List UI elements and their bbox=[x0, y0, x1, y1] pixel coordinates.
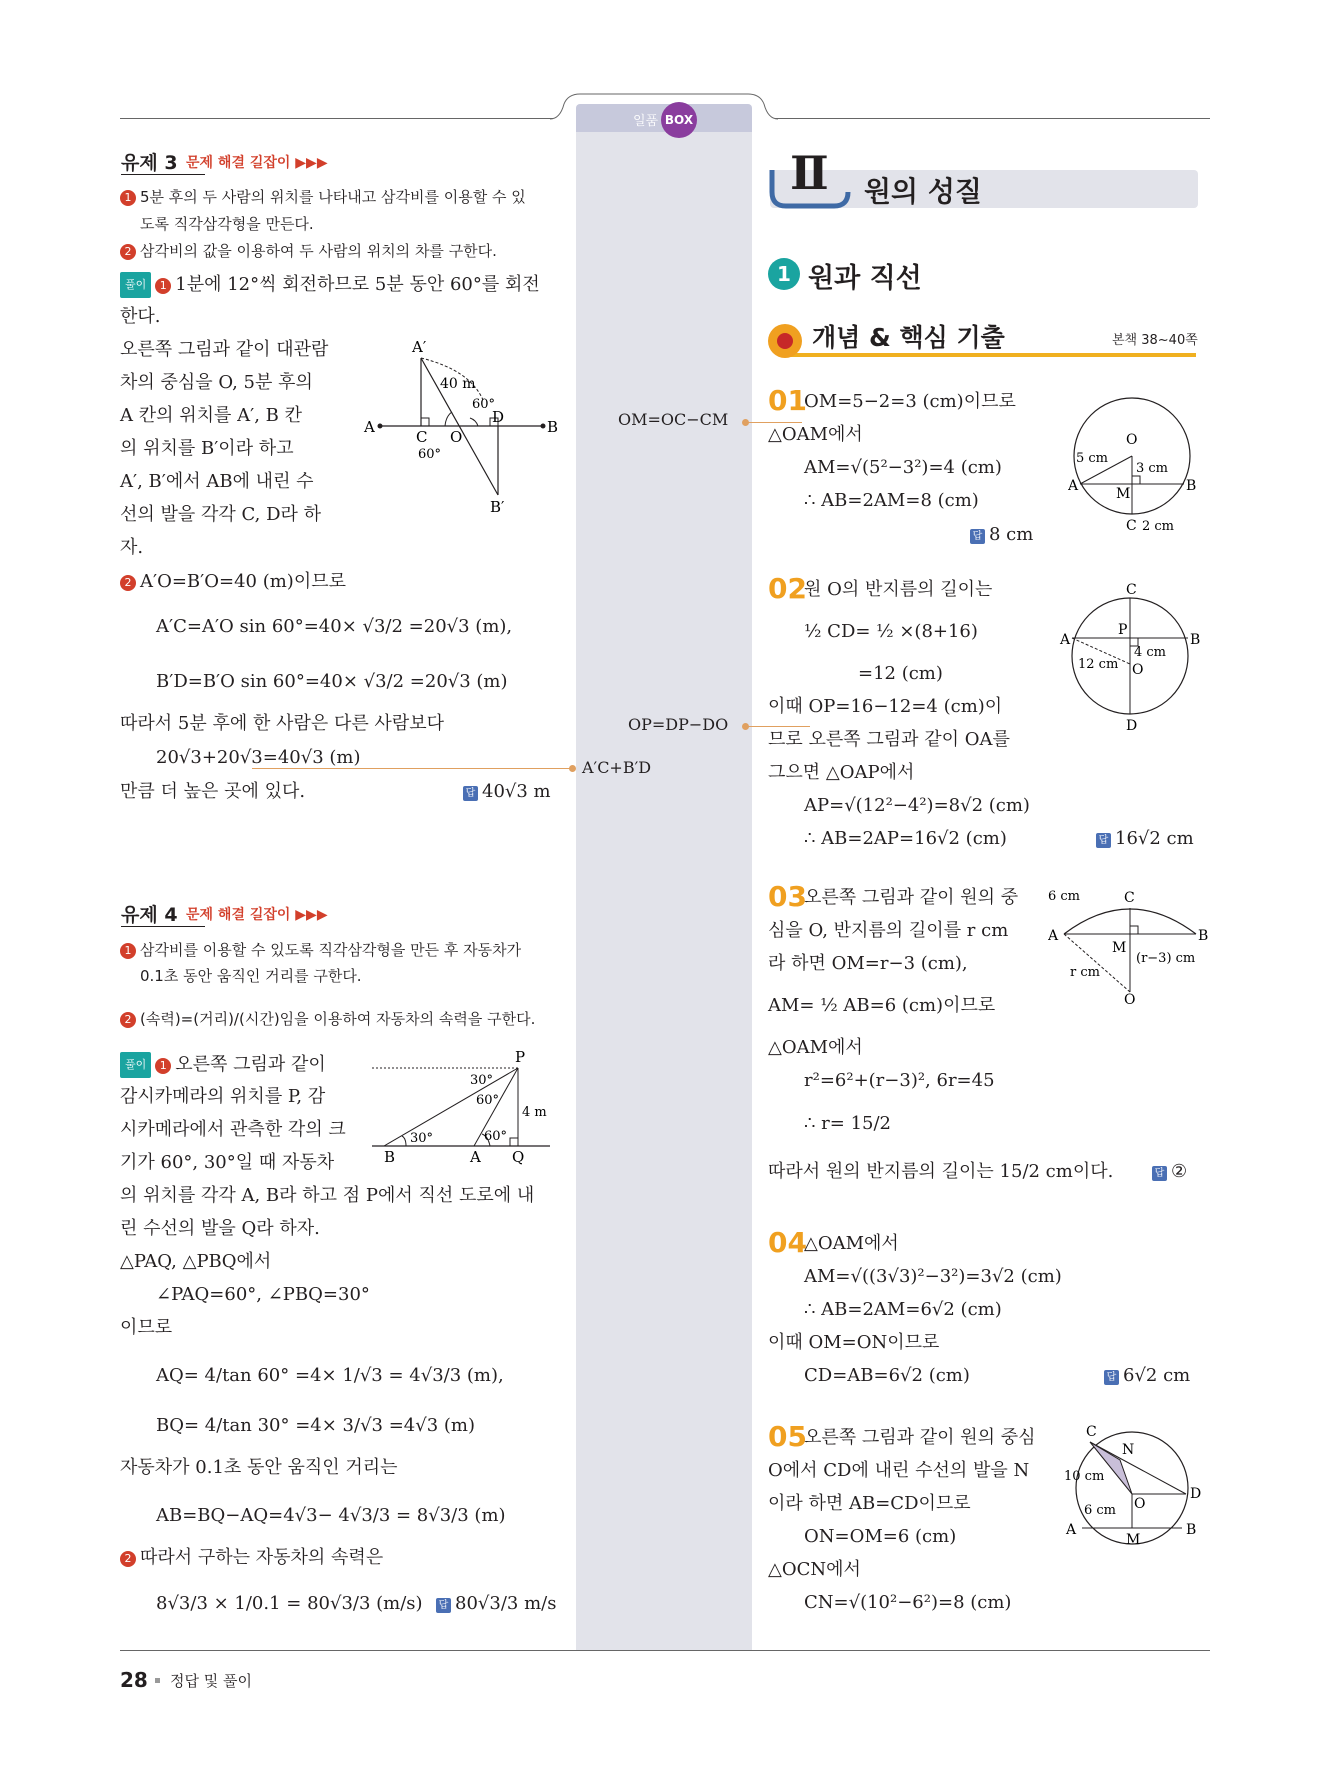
bottom-rule bbox=[120, 1650, 1210, 1651]
fig01-label-2cm: 2 cm bbox=[1142, 519, 1175, 532]
t4-line-10: BQ= 4/tan 30° =4× 3/√3 =4√3 (m) bbox=[156, 1415, 475, 1436]
t4-line-9: AQ= 4/tan 60° =4× 1/√3 = 4√3/3 (m), bbox=[156, 1365, 504, 1386]
q03-line-4: △OAM에서 bbox=[768, 1037, 863, 1058]
t4-step-2: 2 (속력)=(거리)/(시간)임을 이용하여 자동차의 속력을 구한다. bbox=[120, 1008, 535, 1030]
fig05-label-N: N bbox=[1122, 1442, 1135, 1458]
q03-answer-text: ② bbox=[1171, 1161, 1188, 1182]
t3-answer: 답 40√3 m bbox=[463, 780, 551, 804]
q02-line-0: 원 O의 반지름의 길이는 bbox=[804, 579, 993, 600]
box-badge: BOX bbox=[661, 102, 697, 138]
q03-line-3: AM= ½ AB=6 (cm)이므로 bbox=[768, 995, 996, 1016]
t3-line-6: A′, B′에서 AB에 내린 수 bbox=[120, 471, 314, 492]
fig03-label-A: A bbox=[1048, 928, 1059, 944]
fig03-label-B: B bbox=[1198, 928, 1208, 944]
q03-line-1: 심을 O, 반지름의 길이를 r cm bbox=[768, 920, 1009, 941]
fig3-label-B-prime: B′ bbox=[490, 498, 505, 516]
fig05-label-M: M bbox=[1126, 1532, 1141, 1548]
q04-line-2: ∴ AB=2AM=6√2 (cm) bbox=[804, 1299, 1002, 1320]
t4-answer: 답 80√3/3 m/s bbox=[436, 1592, 556, 1616]
figure-q03 bbox=[1048, 886, 1208, 1006]
section-number: 1 bbox=[768, 258, 800, 290]
t4-answer-text: 80√3/3 m/s bbox=[455, 1593, 557, 1614]
t4-line-13-text: 따라서 구하는 자동차의 속력은 bbox=[140, 1547, 384, 1568]
t4-step-1: 1 삼각비를 이용할 수 있도록 직각삼각형을 만든 후 자동차가 bbox=[120, 939, 521, 961]
fig3-label-60-top: 60° bbox=[472, 397, 496, 412]
figure-camera bbox=[370, 1050, 560, 1165]
fig03-label-r: r cm bbox=[1070, 965, 1100, 980]
t4-step-1-text: 삼각비를 이용할 수 있도록 직각삼각형을 만든 후 자동차가 bbox=[140, 941, 522, 959]
t4-step-1b: 0.1초 동안 움직인 거리를 구한다. bbox=[140, 967, 362, 985]
t3-line-9-text: A′O=B′O=40 (m)이므로 bbox=[140, 571, 346, 592]
q02-answer-text: 16√2 cm bbox=[1115, 828, 1194, 849]
fig01-label-A: A bbox=[1068, 478, 1079, 494]
t3-line-7: 선의 발을 각각 C, D라 하 bbox=[120, 504, 321, 525]
t4-title bbox=[121, 900, 178, 927]
q04-line-1: AM=√((3√3)²−3²)=3√2 (cm) bbox=[804, 1266, 1062, 1287]
mid-note-2: A′C+B′D bbox=[582, 758, 652, 777]
t3-line-8: 자. bbox=[120, 537, 144, 558]
t4-line-12: AB=BQ−AQ=4√3− 4√3/3 = 8√3/3 (m) bbox=[156, 1505, 506, 1526]
q02-line-3: 이때 OP=16−12=4 (cm)이 bbox=[768, 696, 1003, 717]
t3-line-4: A 칸의 위치를 A′, B 칸 bbox=[120, 405, 302, 426]
figure-q02 bbox=[1052, 582, 1202, 732]
t3-sol-badge: 풀이 bbox=[120, 272, 151, 298]
t4-line-6: △PAQ, △PBQ에서 bbox=[120, 1251, 272, 1272]
t3-line-0-text: 1분에 12°씩 회전하므로 5분 동안 60°를 회전 bbox=[175, 274, 540, 295]
t3-title bbox=[121, 148, 178, 175]
fig01-label-C: C bbox=[1126, 518, 1137, 532]
t3-line-1: 한다. bbox=[120, 306, 161, 327]
t4-line-3: 기가 60°, 30°일 때 자동차 bbox=[120, 1152, 335, 1173]
fig4-label-B: B bbox=[384, 1148, 396, 1165]
fig4-label-4m: 4 m bbox=[522, 1105, 547, 1120]
t3-step-2: 2 삼각비의 값을 이용하여 두 사람의 위치의 차를 구한다. bbox=[120, 240, 497, 262]
q02-line-1: ½ CD= ½ ×(8+16) bbox=[804, 621, 978, 642]
t4-underline bbox=[121, 926, 205, 927]
q01-line-3: ∴ AB=2AM=8 (cm) bbox=[804, 490, 979, 511]
t3-title-text: 유제 3 bbox=[121, 152, 178, 174]
q05-line-5: CN=√(10²−6²)=8 (cm) bbox=[804, 1592, 1012, 1613]
t4-line-13: 2 따라서 구하는 자동차의 속력은 bbox=[120, 1546, 383, 1570]
fig3-label-A-prime: A′ bbox=[412, 340, 427, 356]
t4-guide: 문제 해결 길잡이 ▶▶▶ bbox=[186, 907, 328, 923]
section-title: 원과 직선 bbox=[808, 263, 922, 294]
q03-line-5: r²=6²+(r−3)², 6r=45 bbox=[804, 1070, 995, 1091]
t3-line-10: A′C=A′O sin 60°=40× √3/2 =20√3 (m), bbox=[156, 616, 513, 637]
q03-line-7: 따라서 원의 반지름의 길이는 15/2 cm이다. bbox=[768, 1161, 1114, 1182]
q01-number: 01 bbox=[768, 384, 807, 417]
fig03-label-O: O bbox=[1124, 992, 1136, 1006]
chapter-number: Ⅱ bbox=[790, 146, 829, 200]
fig4-label-60-bot: 60° bbox=[484, 1129, 508, 1144]
fig02-label-A: A bbox=[1060, 632, 1071, 648]
mid-dot-2 bbox=[569, 765, 576, 772]
t4-line-11: 자동차가 0.1초 동안 움직인 거리는 bbox=[120, 1457, 398, 1478]
fig3-label-C: C bbox=[416, 428, 428, 446]
fig4-label-Q: Q bbox=[512, 1148, 525, 1165]
figure-ferris-wheel bbox=[360, 340, 560, 520]
fig3-label-40m: 40 m bbox=[440, 376, 476, 392]
q04-number: 04 bbox=[768, 1226, 807, 1259]
figure-q01 bbox=[1068, 392, 1198, 532]
q02-line-5: 그으면 △OAP에서 bbox=[768, 762, 915, 783]
t3-line-0: 풀이 1 1분에 12°씩 회전하므로 5분 동안 60°를 회전 bbox=[120, 272, 540, 298]
t3-line-11: B′D=B′O sin 60°=40× √3/2 =20√3 (m) bbox=[156, 671, 508, 692]
q03-line-6: ∴ r= 15/2 bbox=[804, 1113, 892, 1134]
fig02-label-C: C bbox=[1126, 582, 1137, 598]
t3-line-14: 만큼 더 높은 곳에 있다. bbox=[120, 781, 306, 802]
fig4-label-P: P bbox=[515, 1050, 526, 1066]
fig03-label-6cm: 6 cm bbox=[1048, 889, 1081, 904]
chapter-title: 원의 성질 bbox=[864, 175, 982, 208]
q02-line-7: ∴ AB=2AP=16√2 (cm) bbox=[804, 828, 1007, 849]
t3-line-5: 의 위치를 B′이라 하고 bbox=[120, 438, 294, 459]
fig03-label-r-3: (r−3) cm bbox=[1136, 951, 1196, 966]
fig3-label-O: O bbox=[450, 428, 463, 446]
q02-number: 02 bbox=[768, 572, 807, 605]
q02-line-6: AP=√(12²−4²)=8√2 (cm) bbox=[804, 795, 1030, 816]
fig01-label-B: B bbox=[1186, 478, 1197, 494]
q04-answer: 답 6√2 cm bbox=[1104, 1364, 1190, 1388]
q03-number: 03 bbox=[768, 880, 807, 913]
q05-line-3: ON=OM=6 (cm) bbox=[804, 1526, 957, 1547]
fig3-label-60-bot: 60° bbox=[418, 447, 442, 462]
footer-bullet bbox=[155, 1678, 160, 1683]
fig4-label-60-top: 60° bbox=[476, 1093, 500, 1108]
fig4-label-30-bot: 30° bbox=[410, 1131, 434, 1146]
figure-q05 bbox=[1060, 1424, 1210, 1554]
q04-answer-text: 6√2 cm bbox=[1123, 1365, 1191, 1386]
t4-line-5: 린 수선의 발을 Q라 하자. bbox=[120, 1218, 320, 1239]
fig01-label-O: O bbox=[1126, 432, 1138, 448]
fig05-label-O: O bbox=[1134, 1496, 1146, 1512]
t3-line-2: 오른쪽 그림과 같이 대관람 bbox=[120, 339, 329, 360]
t3-line-9: 2 A′O=B′O=40 (m)이므로 bbox=[120, 570, 346, 594]
fig02-label-P: P bbox=[1118, 622, 1128, 638]
t3-guide: 문제 해결 길잡이 ▶▶▶ bbox=[186, 155, 328, 171]
q05-line-4: △OCN에서 bbox=[768, 1559, 861, 1580]
t3-step-2-text: 삼각비의 값을 이용하여 두 사람의 위치의 차를 구한다. bbox=[140, 242, 497, 260]
t3-step-1: 1 5분 후의 두 사람의 위치를 나타내고 삼각비를 이용할 수 있 bbox=[120, 186, 526, 208]
fig02-label-B: B bbox=[1190, 632, 1201, 648]
mid-connector-2 bbox=[252, 768, 570, 769]
q05-number: 05 bbox=[768, 1420, 807, 1453]
banner-title: 개념 & 핵심 기출 bbox=[812, 323, 1005, 352]
fig02-label-D: D bbox=[1126, 718, 1138, 732]
t4-line-1: 감시카메라의 위치를 P, 감 bbox=[120, 1086, 326, 1107]
q04-line-0: △OAM에서 bbox=[804, 1233, 899, 1254]
q01-line-0: OM=5−2=3 (cm)이므로 bbox=[804, 391, 1016, 412]
t4-line-0: 풀이 1 오른쪽 그림과 같이 bbox=[120, 1052, 326, 1078]
t4-line-4: 의 위치를 각각 A, B라 하고 점 P에서 직선 도로에 내 bbox=[120, 1185, 535, 1206]
fig4-label-A: A bbox=[470, 1148, 481, 1165]
fig05-label-6cm: 6 cm bbox=[1084, 1503, 1117, 1518]
banner-ref: 본책 38~40쪽 bbox=[1112, 333, 1198, 348]
t3-step-1-text: 5분 후의 두 사람의 위치를 나타내고 삼각비를 이용할 수 있 bbox=[140, 188, 526, 206]
mid-note-1: OP=DP−DO bbox=[628, 715, 729, 734]
t3-line-12: 따라서 5분 후에 한 사람은 다른 사람보다 bbox=[120, 713, 444, 734]
t4-line-2: 시카메라에서 관측한 각의 크 bbox=[120, 1119, 346, 1140]
fig3-label-A: A bbox=[364, 418, 375, 436]
fig01-label-M: M bbox=[1116, 486, 1131, 502]
q03-line-0: 오른쪽 그림과 같이 원의 중 bbox=[804, 887, 1019, 908]
fig02-label-4cm: 4 cm bbox=[1134, 645, 1167, 660]
fig05-label-C: C bbox=[1086, 1424, 1097, 1440]
q04-line-3: 이때 OM=ON이므로 bbox=[768, 1332, 940, 1353]
q04-line-4: CD=AB=6√2 (cm) bbox=[804, 1365, 970, 1386]
q05-line-0: 오른쪽 그림과 같이 원의 중심 bbox=[804, 1427, 1036, 1448]
banner-dot bbox=[768, 324, 802, 358]
q01-answer-text: 8 cm bbox=[989, 524, 1034, 545]
q05-line-1: O에서 CD에 내린 수선의 발을 N bbox=[768, 1460, 1030, 1481]
t3-underline bbox=[121, 174, 205, 175]
fig02-label-12cm: 12 cm bbox=[1078, 657, 1119, 672]
t4-step-2-text: (속력)=(거리)/(시간)임을 이용하여 자동차의 속력을 구한다. bbox=[140, 1010, 536, 1028]
t3-line-13: 20√3+20√3=40√3 (m) bbox=[156, 747, 361, 768]
mid-connector-1 bbox=[746, 726, 810, 727]
fig3-label-D: D bbox=[492, 408, 505, 426]
q01-answer: 답 8 cm bbox=[970, 523, 1033, 547]
t3-step-1b: 도록 직각삼각형을 만든다. bbox=[140, 215, 314, 233]
q02-line-2: =12 (cm) bbox=[858, 663, 943, 684]
fig05-label-D: D bbox=[1190, 1486, 1202, 1502]
q02-line-4: 므로 오른쪽 그림과 같이 OA를 bbox=[768, 729, 1010, 750]
fig05-label-10cm: 10 cm bbox=[1064, 1469, 1105, 1484]
t3-line-3: 차의 중심을 O, 5분 후의 bbox=[120, 372, 313, 393]
page-number: 28 bbox=[120, 1668, 148, 1692]
box-label bbox=[576, 104, 752, 132]
footer-title: 정답 및 풀이 bbox=[170, 1672, 252, 1690]
t4-title-text: 유제 4 bbox=[121, 904, 178, 926]
middle-note-column bbox=[576, 108, 752, 1650]
q03-answer: 답 ② bbox=[1152, 1160, 1187, 1184]
fig01-label-5cm: 5 cm bbox=[1076, 451, 1109, 466]
mid-note-0: OM=OC−CM bbox=[618, 410, 729, 429]
q01-line-2: AM=√(5²−3²)=4 (cm) bbox=[804, 457, 1002, 478]
box-label-text: 일품 bbox=[633, 114, 659, 129]
fig01-label-3cm: 3 cm bbox=[1136, 461, 1169, 476]
t4-line-14: 8√3/3 × 1/0.1 = 80√3/3 (m/s) bbox=[156, 1593, 423, 1614]
fig03-label-M: M bbox=[1112, 940, 1127, 956]
fig03-label-C: C bbox=[1124, 890, 1135, 906]
fig4-label-30-top: 30° bbox=[470, 1073, 494, 1088]
q02-answer: 답 16√2 cm bbox=[1096, 827, 1194, 851]
t4-line-7: ∠PAQ=60°, ∠PBQ=30° bbox=[156, 1284, 370, 1305]
fig05-label-A: A bbox=[1066, 1522, 1077, 1538]
fig02-label-O: O bbox=[1132, 662, 1144, 678]
fig3-label-B: B bbox=[547, 418, 559, 436]
q03-line-2: 라 하면 OM=r−3 (cm), bbox=[768, 953, 968, 974]
t3-answer-text: 40√3 m bbox=[482, 781, 551, 802]
q05-line-2: 이라 하면 AB=CD이므로 bbox=[768, 1493, 971, 1514]
fig05-label-B: B bbox=[1186, 1522, 1197, 1538]
t4-line-8: 이므로 bbox=[120, 1317, 173, 1338]
q01-line-1: △OAM에서 bbox=[768, 424, 863, 445]
t4-sol-badge: 풀이 bbox=[120, 1052, 151, 1078]
t4-line-0-text: 오른쪽 그림과 같이 bbox=[175, 1054, 326, 1075]
